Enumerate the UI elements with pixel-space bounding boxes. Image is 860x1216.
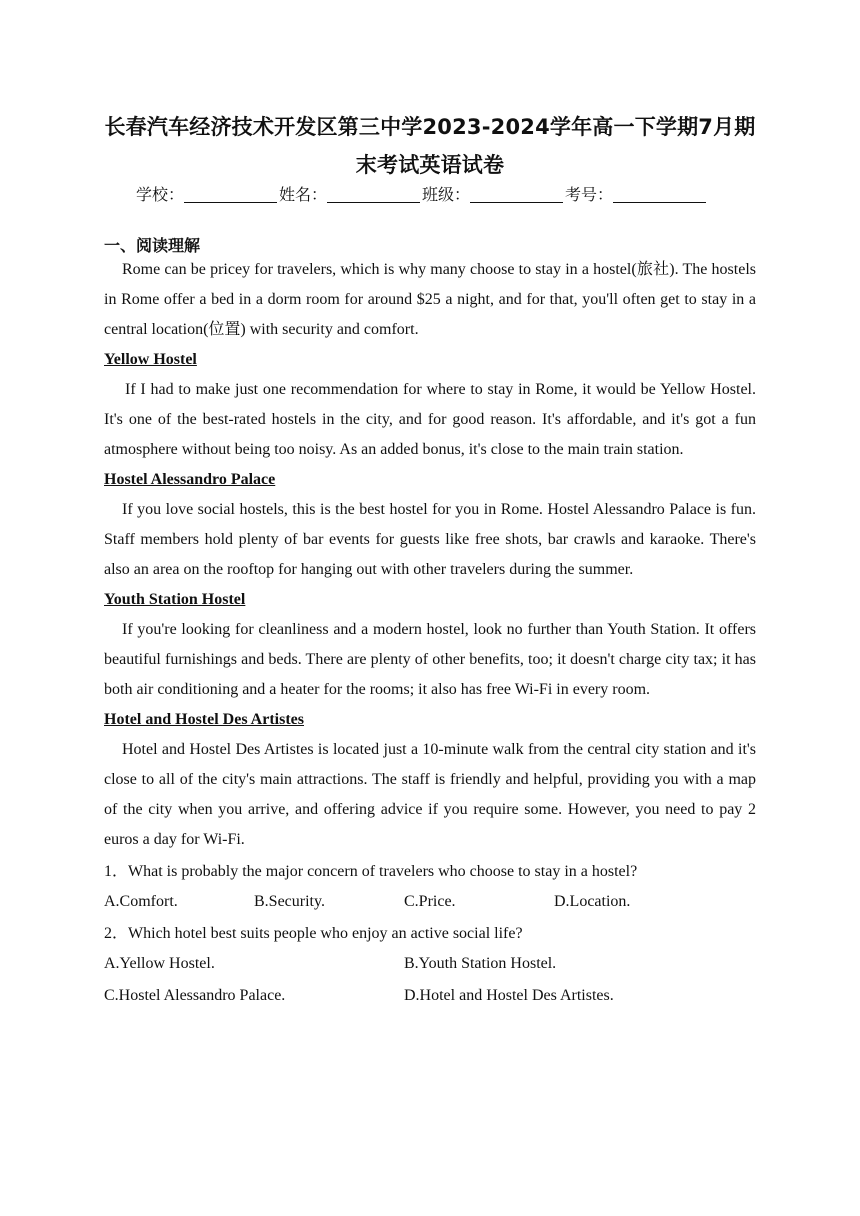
question-2: [104, 919, 756, 949]
name-label: 姓名：: [279, 185, 328, 204]
question-1-options: [104, 887, 756, 919]
hostel-description-youth-station: If you're looking for cleanliness and a modern hostel, look no further than Youth Station. It offers beautiful furnishings and beds. There are plenty of other benefits, too; it doesn't charge city tax; it has both air conditioning and a heater for the rooms; it also has free Wi-Fi in every room.: [104, 621, 756, 698]
question-2-number: 2．: [104, 925, 129, 942]
exam-number-blank[interactable]: [613, 184, 706, 203]
class-blank[interactable]: [470, 184, 563, 203]
hostel-description-yellow: If I had to make just one recommendation for where to stay in Rome, it would be Yellow Hostel. It's one of the best-rated hostels in the city, and for good reason. It's affordable, and it's got a fun atmosphere without being too noisy. As an added bonus, it's close to the main train station.: [104, 381, 756, 458]
hostel-heading-youth-station: Youth Station Hostel: [104, 591, 246, 608]
reading-passage: [104, 255, 756, 1011]
question-2-text: Which hotel best suits people who enjoy an active social life?: [128, 925, 523, 942]
hostel-heading-des-artistes: Hotel and Hostel Des Artistes: [104, 711, 304, 728]
question-1-number: 1．: [104, 863, 129, 880]
question-2-option-a[interactable]: A.Yellow Hostel.: [104, 955, 215, 972]
question-1-option-d[interactable]: D.Location.: [554, 893, 631, 910]
school-blank[interactable]: [184, 184, 277, 203]
intro-paragraph: Rome can be pricey for travelers, which is why many choose to stay in a hostel(旅社). The hostels in Rome offer a bed in a dorm room for around $25 a night, and for that, you'll often get to stay in a central location(位置) with security and comfort.: [104, 261, 756, 338]
question-1: [104, 857, 756, 887]
question-1-option-b[interactable]: B.Security.: [254, 893, 325, 910]
name-blank[interactable]: [327, 184, 420, 203]
class-label: 班级：: [422, 185, 471, 204]
hostel-description-des-artistes: Hotel and Hostel Des Artistes is located just a 10-minute walk from the central city station and it's close to all of the city's main attractions. The staff is friendly and helpful, providing you with a map of the city when you arrive, and offering advice if you require some. However, you need to pay 2 euros a day for Wi-Fi.: [104, 741, 756, 848]
question-2-option-c[interactable]: C.Hostel Alessandro Palace.: [104, 987, 286, 1004]
exam-number-label: 考号：: [565, 185, 614, 204]
school-label: 学校：: [136, 185, 185, 204]
hostel-heading-alessandro: Hostel Alessandro Palace: [104, 471, 276, 488]
question-2-options-row1: [104, 949, 756, 981]
section-title: 一、阅读理解: [104, 236, 201, 255]
student-info-row: [136, 182, 708, 205]
question-2-options-row2: [104, 981, 756, 1011]
exam-title: 长春汽车经济技术开发区第三中学2023-2024学年高一下学期7月期末考试英语试卷: [104, 115, 756, 177]
hostel-heading-yellow: Yellow Hostel: [104, 351, 197, 368]
question-1-option-c[interactable]: C.Price.: [404, 893, 456, 910]
hostel-description-alessandro: If you love social hostels, this is the best hostel for you in Rome. Hostel Alessandro Palace is fun. Staff members hold plenty of bar events for guests like free shots, bar crawls and karaoke. There's also an area on the rooftop for hanging out with other travelers during the summer.: [104, 501, 756, 578]
question-2-option-d[interactable]: D.Hotel and Hostel Des Artistes.: [404, 987, 614, 1004]
question-1-option-a[interactable]: A.Comfort.: [104, 893, 178, 910]
question-2-option-b[interactable]: B.Youth Station Hostel.: [404, 955, 557, 972]
question-1-text: What is probably the major concern of travelers who choose to stay in a hostel?: [128, 863, 638, 880]
